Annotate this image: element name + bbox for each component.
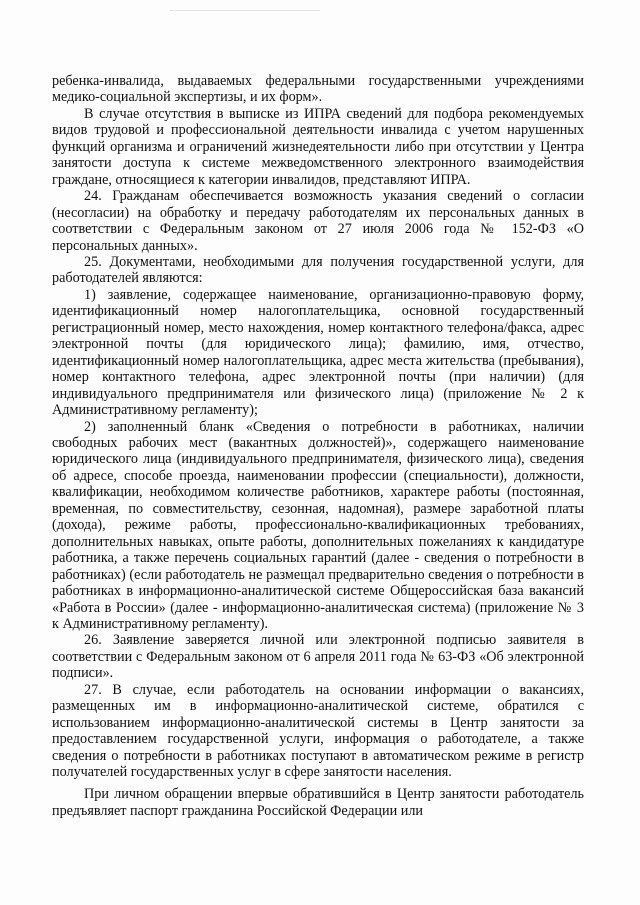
paragraph-ipra-absence: В случае отсутствия в выписке из ИПРА сведений для подбора рекомендуемых видов трудовой и профессиональной деятельности инвалида с учетом нарушенных функций организма и ограничений жизнедеятельности либо при отсутствии у Центра занятости доступа к системе межведомственного электронного взаимодействия граждане, относящиеся к категории инвалидов, представляют ИПРА. (52, 105, 584, 188)
paragraph-continuation: ребенка-инвалида, выдаваемых федеральными государственными учреждениями медико-социальной экспертизы, и их форм». (52, 73, 584, 106)
paragraph-27: 27. В случае, если работодатель на основании информации о вакансиях, размещенных им в информационно-аналитической системе, обратился с использованием информационно-аналитической системы в Центр занятости за предоставлением государственной услуги, информация о работодателе, а также сведения о потребности в работниках поступают в автоматическом режиме в регистр получателей государственных услуг в сфере занятости населения. (52, 681, 584, 781)
paragraph-25-item-2: 2) заполненный бланк «Сведения о потребности в работниках, наличии свободных рабочих мест (вакантных должностей)», содержащего наименование юридического лица (индивидуального предпринимателя, физического лица), сведения об адресе, способе проезда, наименовании профессии (специальности), должности, квалификации, необходимом количестве работников, характере работы (постоянная, временная, по совместительству, сезонная, надомная), размере заработной платы (дохода), режиме работы, профессионально-квалификационных требованиях, дополнительных навыках, опыте работы, дополнительных пожеланиях к кандидатуре работника, а также перечень социальных гарантий (далее - сведения о потребности в работниках) (если работодатель не размещал предварительно сведения о потребности в работниках в информационно-аналитической системе Общероссийская база вакансий «Работа в России» (далее - информационно-аналитическая система) (приложение № 3 к Административному регламенту). (52, 418, 584, 632)
paragraph-25-item-1: 1) заявление, содержащее наименование, организационно-правовую форму, идентификационный номер налогоплательщика, основной государственный регистрационный номер, место нахождения, номер контактного телефона/факса, адрес электронной почты (для юридического лица); фамилию, имя, отчество, идентификационный номер налогоплательщика, адрес места жительства (пребывания), номер контактного телефона, адрес электронной почты (при наличии) (для индивидуального предпринимателя или физического лица) (приложение № 2 к Административному регламенту); (52, 286, 584, 419)
paragraph-personal-visit: При личном обращении впервые обратившийся в Центр занятости работодатель предъявляет паспорт гражданина Российской Федерации или (52, 786, 584, 819)
document-body (52, 73, 584, 819)
paragraph-24: 24. Гражданам обеспечивается возможность указания сведений о согласии (несогласии) на обработку и передачу работодателям их персональных данных в соответствии с Федеральным законом от 27 июля 2006 года № 152-ФЗ «О персональных данных». (52, 188, 584, 254)
paragraph-26: 26. Заявление заверяется личной или электронной подписью заявителя в соответствии с Федеральным законом от 6 апреля 2011 года № 63-ФЗ «Об электронной подписи». (52, 632, 584, 682)
paragraph-25: 25. Документами, необходимыми для получения государственной услуги, для работодателей являются: (52, 253, 584, 287)
scan-artifact-line (170, 10, 320, 11)
